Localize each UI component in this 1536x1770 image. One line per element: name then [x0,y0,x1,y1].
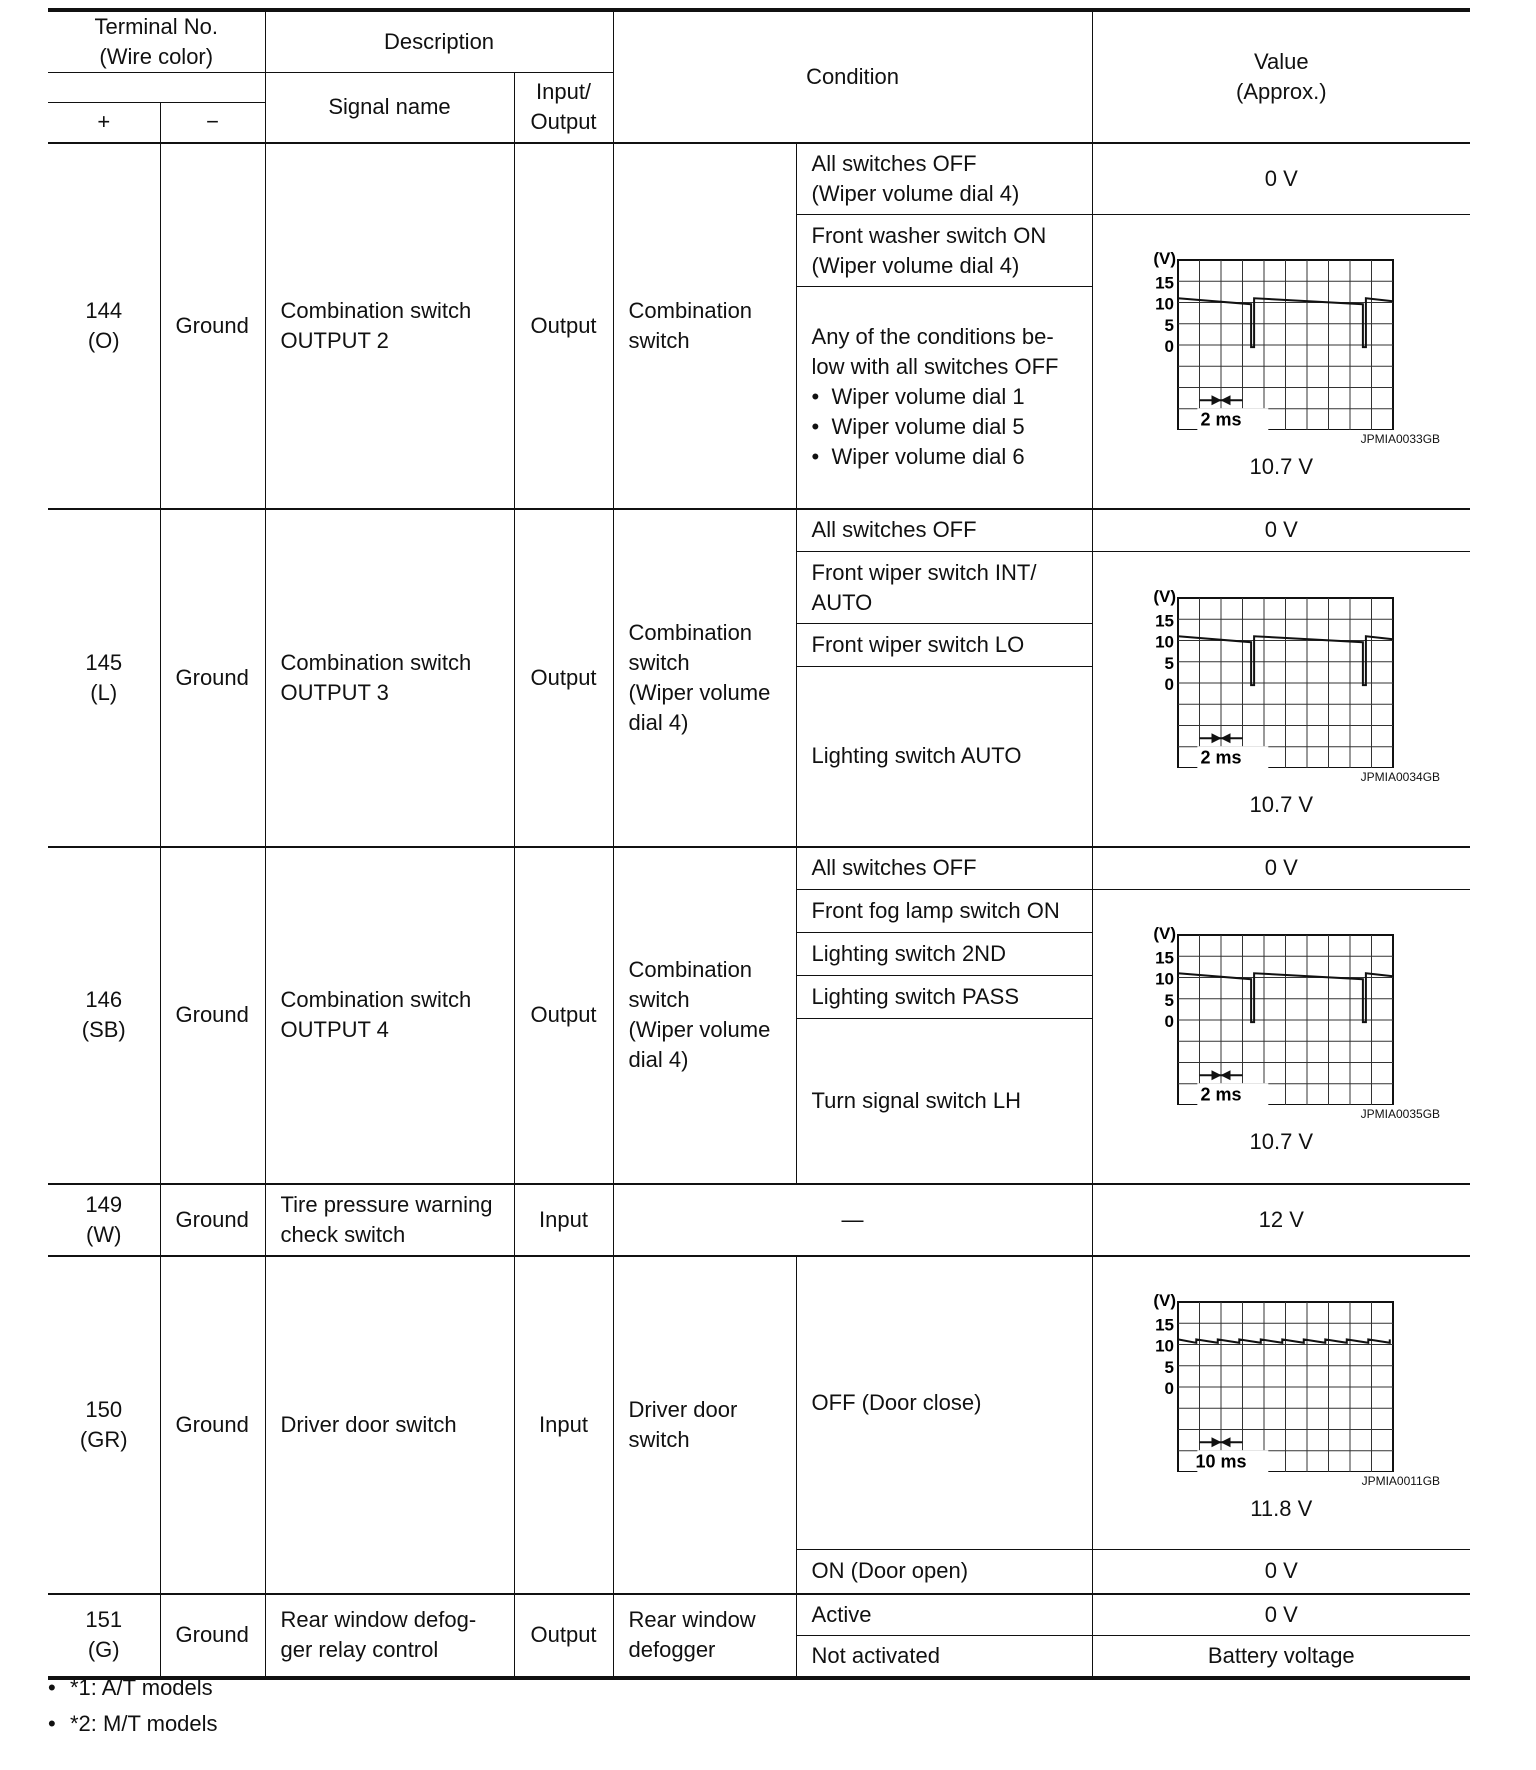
io-149: Input [514,1184,613,1256]
subcondition-144-3: Any of the conditions be- low with all switches OFF • Wiper volume dial 1 • Wiper volume dial 5 • Wiper volume dial 6 [796,287,1092,509]
axis-unit-label: (V) [1153,586,1177,606]
value-146-1: 0 V [1092,847,1470,890]
subcondition-144-2: Front washer switch ON (Wiper volume dial 4) [796,215,1092,287]
terminal-150: 150 (GR) [48,1256,160,1594]
waveform-value-144: 10.7 V [1249,454,1314,480]
condition-144: Combination switch [613,143,796,509]
io-145: Output [514,509,613,847]
time-scale-label: 10 ms [1195,1451,1247,1471]
y-tick-label: 0 [1164,674,1175,694]
figure-id-145: JPMIA0034GB [1360,769,1441,784]
value-145-1: 0 V [1092,509,1470,552]
value-146-2 [1092,890,1470,1184]
y-tick-label: 5 [1164,316,1175,335]
subcondition-146-1: All switches OFF [796,847,1092,890]
io-146: Output [514,847,613,1184]
y-tick-label: 0 [1164,1012,1175,1032]
header-value: Value (Approx.) [1092,10,1470,143]
signal-146: Combination switch OUTPUT 4 [265,847,514,1184]
ground-150: Ground [160,1256,265,1594]
condition-150: Driver door switch [613,1256,796,1594]
terminal-151: 151 (G) [48,1594,160,1678]
signal-144: Combination switch OUTPUT 2 [265,143,514,509]
y-tick-label: 10 [1155,632,1175,652]
figure-id-144: JPMIA0033GB [1360,432,1441,447]
header-terminal-continued [48,73,265,103]
y-tick-label: 5 [1164,991,1175,1010]
waveform-value-146: 10.7 V [1249,1129,1314,1155]
header-plus: + [48,103,160,143]
io-150: Input [514,1256,613,1594]
y-tick-label: 0 [1164,1378,1175,1398]
subcondition-150-1: OFF (Door close) [796,1256,1092,1550]
header-description: Description [265,10,613,73]
value-149: 12 V [1092,1184,1470,1256]
value-144-1: 0 V [1092,143,1470,215]
condition-149: — [613,1184,1092,1256]
ground-146: Ground [160,847,265,1184]
ground-145: Ground [160,509,265,847]
y-tick-label: 15 [1155,611,1175,630]
y-tick-label: 5 [1164,1357,1175,1377]
subcondition-145-3: Front wiper switch LO [796,624,1092,667]
subcondition-150-2: ON (Door open) [796,1550,1092,1594]
y-tick-label: 15 [1155,948,1175,968]
condition-145: Combination switch (Wiper volume dial 4) [613,509,796,847]
header-terminal: Terminal No. (Wire color) [48,10,265,73]
axis-unit-label: (V) [1153,1290,1177,1310]
subcondition-151-1: Active [796,1594,1092,1636]
footnote-2: • *2: M/T models [48,1706,218,1742]
value-151-1: 0 V [1092,1594,1470,1636]
figure-id-146: JPMIA0035GB [1360,1107,1441,1122]
y-tick-label: 0 [1164,337,1175,357]
footnotes [48,1670,218,1742]
y-tick-label: 10 [1155,1336,1175,1356]
terminal-144: 144 (O) [48,143,160,509]
subcondition-146-2: Front fog lamp switch ON [796,890,1092,933]
signal-149: Tire pressure warning check switch [265,1184,514,1256]
header-input-output: Input/ Output [514,73,613,143]
y-tick-label: 10 [1155,969,1175,989]
axis-unit-label: (V) [1153,924,1177,944]
time-scale-label: 2 ms [1200,409,1242,430]
signal-145: Combination switch OUTPUT 3 [265,509,514,847]
ground-151: Ground [160,1594,265,1678]
header-condition: Condition [613,10,1092,143]
y-tick-label: 5 [1164,653,1175,673]
value-144-2 [1092,215,1470,509]
time-scale-label: 2 ms [1200,1084,1242,1105]
ground-144: Ground [160,143,265,509]
y-tick-label: 15 [1155,273,1175,293]
io-144: Output [514,143,613,509]
signal-151: Rear window defog- ger relay control [265,1594,514,1678]
value-150-1 [1092,1256,1470,1550]
subcondition-151-2: Not activated [796,1636,1092,1678]
condition-146: Combination switch (Wiper volume dial 4) [613,847,796,1184]
subcondition-146-5: Turn signal switch LH [796,1019,1092,1184]
value-151-2: Battery voltage [1092,1636,1470,1678]
terminal-149: 149 (W) [48,1184,160,1256]
axis-unit-label: (V) [1153,249,1177,269]
io-151: Output [514,1594,613,1678]
waveform-value-145: 10.7 V [1249,791,1314,817]
bullet-item: • Wiper volume dial 5 [811,414,1025,440]
subcondition-145-1: All switches OFF [796,509,1092,552]
header-minus: − [160,103,265,143]
terminal-spec-table [48,8,1470,1680]
value-145-2 [1092,552,1470,847]
waveform-150 [1136,1282,1426,1472]
waveform-144 [1136,240,1426,430]
subcondition-145-4: Lighting switch AUTO [796,667,1092,847]
waveform-value-150: 11.8 V [1250,1495,1313,1521]
y-tick-label: 10 [1155,294,1175,314]
figure-id-150: JPMIA0011GB [1361,1473,1441,1488]
footnote-1: • *1: A/T models [48,1670,218,1706]
waveform-145 [1136,578,1426,768]
subcondition-144-1: All switches OFF (Wiper volume dial 4) [796,143,1092,215]
bullet-item: • Wiper volume dial 6 [811,444,1025,470]
condition-151: Rear window defogger [613,1594,796,1678]
subcondition-145-2: Front wiper switch INT/ AUTO [796,552,1092,624]
waveform-146 [1136,915,1426,1105]
time-scale-label: 2 ms [1200,747,1242,767]
header-signal-name: Signal name [265,73,514,143]
bullet-item: • Wiper volume dial 1 [811,384,1025,410]
ground-149: Ground [160,1184,265,1256]
subcondition-146-3: Lighting switch 2ND [796,933,1092,976]
terminal-146: 146 (SB) [48,847,160,1184]
subcondition-146-4: Lighting switch PASS [796,976,1092,1019]
terminal-145: 145 (L) [48,509,160,847]
signal-150: Driver door switch [265,1256,514,1594]
y-tick-label: 15 [1155,1315,1175,1334]
value-150-2: 0 V [1092,1550,1470,1594]
